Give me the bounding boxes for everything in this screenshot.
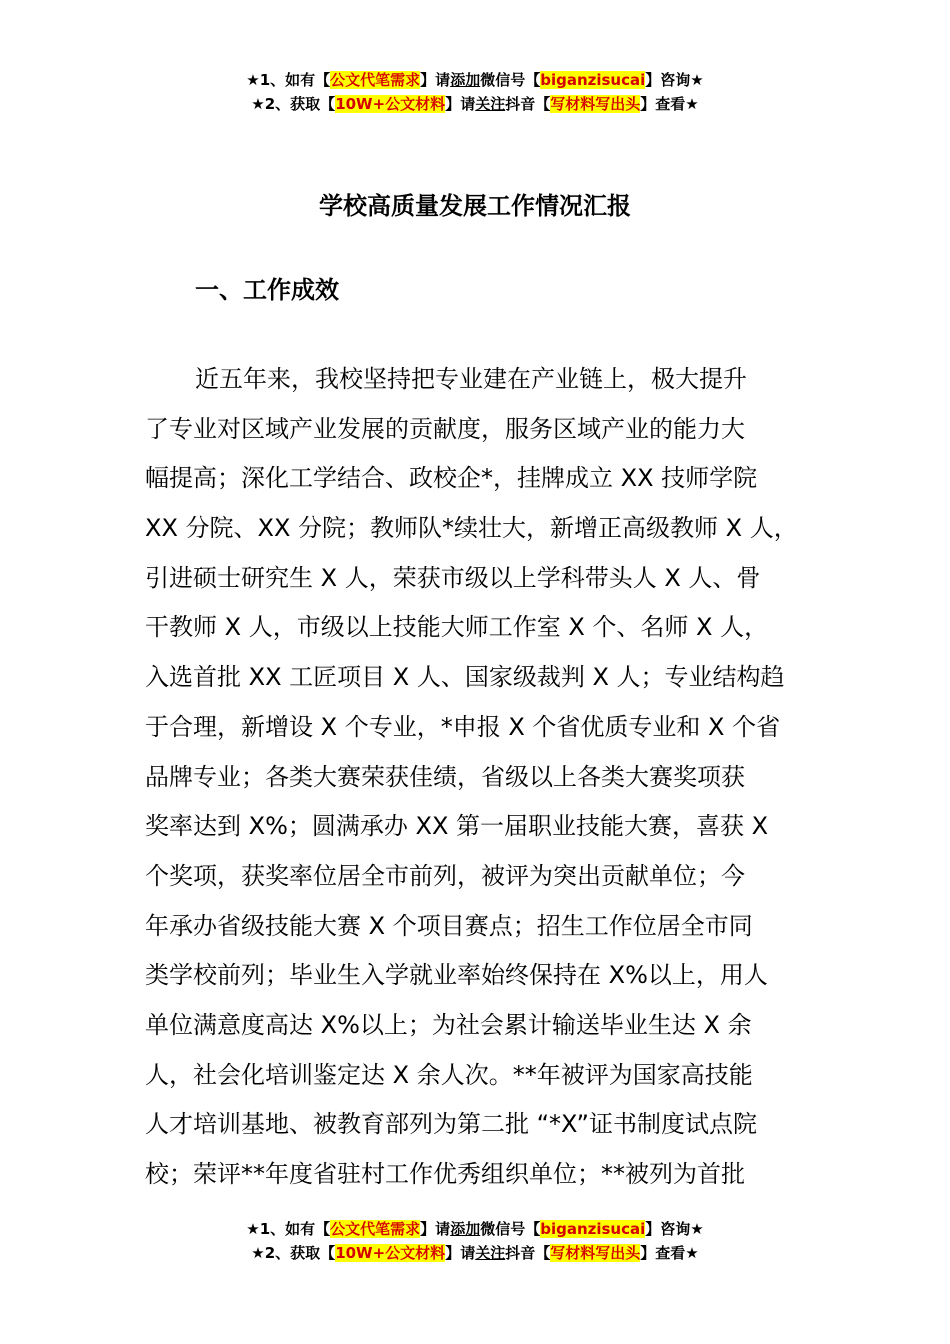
ad-line-1-mid: 】请 bbox=[420, 71, 451, 89]
ad-line-1-suffix: 】咨询★ bbox=[645, 71, 704, 89]
ad-line-2-highlight-materials: 10W+公文材料 bbox=[335, 1244, 446, 1262]
ad-line-2-mid: 】请 bbox=[445, 1244, 476, 1262]
ad-line-1 bbox=[0, 68, 950, 92]
ad-line-2-mid: 】请 bbox=[445, 95, 476, 113]
ad-line-1-highlight-service: 公文代笔需求 bbox=[330, 1220, 421, 1238]
ad-line-2-prefix: ★2、获取【 bbox=[251, 1244, 336, 1262]
document-title: 学校高质量发展工作情况汇报 bbox=[319, 192, 631, 220]
ad-line-1-mid2: 微信号【 bbox=[480, 1220, 541, 1238]
body-line: 入选首批 XX 工匠项目 X 人、国家级裁判 X 人；专业结构趋 bbox=[145, 663, 785, 692]
ad-line-2-underlined: 关注 bbox=[475, 1244, 506, 1262]
body-line: 年承办省级技能大赛 X 个项目赛点；招生工作位居全市同 bbox=[145, 911, 753, 940]
footer-ad-banner bbox=[0, 1217, 950, 1265]
ad-line-2-highlight-douyin: 写材料写出头 bbox=[550, 1244, 641, 1262]
header-ad-banner bbox=[0, 68, 950, 116]
body-line: XX 分院、XX 分院；教师队*续壮大，新增正高级教师 X 人， bbox=[145, 514, 798, 543]
body-line: 奖率达到 X%；圆满承办 XX 第一届职业技能大赛，喜获 X bbox=[145, 812, 769, 841]
body-line: 引进硕士研究生 X 人，荣获市级以上学科带头人 X 人、骨 bbox=[145, 563, 761, 592]
body-line: 人才培训基地、被教育部列为第二批 “*X”证书制度试点院 bbox=[145, 1110, 757, 1139]
body-paragraph bbox=[145, 355, 845, 1200]
ad-line-1-underlined: 添加 bbox=[450, 1220, 481, 1238]
ad-line-1-mid: 】请 bbox=[420, 1220, 451, 1238]
body-line: 个奖项，获奖率位居全市前列，被评为突出贡献单位；今 bbox=[145, 861, 745, 890]
ad-line-1-highlight-service: 公文代笔需求 bbox=[330, 71, 421, 89]
body-line: 校；荣评**年度省驻村工作优秀组织单位；**被列为首批 bbox=[145, 1160, 745, 1188]
ad-line-1-highlight-wechat: biganzisucai bbox=[540, 71, 646, 89]
body-line: 幅提高；深化工学结合、政校企*，挂牌成立 XX 技师学院 bbox=[145, 464, 758, 493]
ad-line-2-mid2: 抖音【 bbox=[505, 95, 551, 113]
ad-line-2-highlight-douyin: 写材料写出头 bbox=[550, 95, 641, 113]
body-line: 了专业对区域产业发展的贡献度，服务区域产业的能力大 bbox=[145, 414, 745, 443]
ad-line-1-mid2: 微信号【 bbox=[480, 71, 541, 89]
body-line: 类学校前列；毕业生入学就业率始终保持在 X%以上，用人 bbox=[145, 961, 768, 990]
body-line: 品牌专业；各类大赛荣获佳绩，省级以上各类大赛奖项获 bbox=[145, 762, 745, 791]
ad-line-2-suffix: 】查看★ bbox=[640, 1244, 699, 1262]
ad-line-2-suffix: 】查看★ bbox=[640, 95, 699, 113]
section-heading: 一、工作成效 bbox=[195, 276, 339, 304]
ad-line-1-prefix: ★1、如有【 bbox=[246, 1220, 331, 1238]
ad-line-2-highlight-materials: 10W+公文材料 bbox=[335, 95, 446, 113]
ad-line-1-highlight-wechat: biganzisucai bbox=[540, 1220, 646, 1238]
ad-line-2-prefix: ★2、获取【 bbox=[251, 95, 336, 113]
ad-line-1-underlined: 添加 bbox=[450, 71, 481, 89]
ad-line-2-underlined: 关注 bbox=[475, 95, 506, 113]
body-line: 人，社会化培训鉴定达 X 余人次。**年被评为国家高技能 bbox=[145, 1060, 753, 1089]
ad-line-1-prefix: ★1、如有【 bbox=[246, 71, 331, 89]
body-line: 单位满意度高达 X%以上；为社会累计输送毕业生达 X 余 bbox=[145, 1010, 752, 1039]
body-line: 干教师 X 人，市级以上技能大师工作室 X 个、名师 X 人， bbox=[145, 613, 769, 642]
ad-line-2 bbox=[0, 1241, 950, 1265]
ad-line-1-suffix: 】咨询★ bbox=[645, 1220, 704, 1238]
ad-line-2 bbox=[0, 92, 950, 116]
ad-line-1 bbox=[0, 1217, 950, 1241]
ad-line-2-mid2: 抖音【 bbox=[505, 1244, 551, 1262]
body-line: 近五年来，我校坚持把专业建在产业链上，极大提升 bbox=[195, 365, 747, 393]
body-line: 于合理，新增设 X 个专业，*申报 X 个省优质专业和 X 个省 bbox=[145, 712, 781, 741]
